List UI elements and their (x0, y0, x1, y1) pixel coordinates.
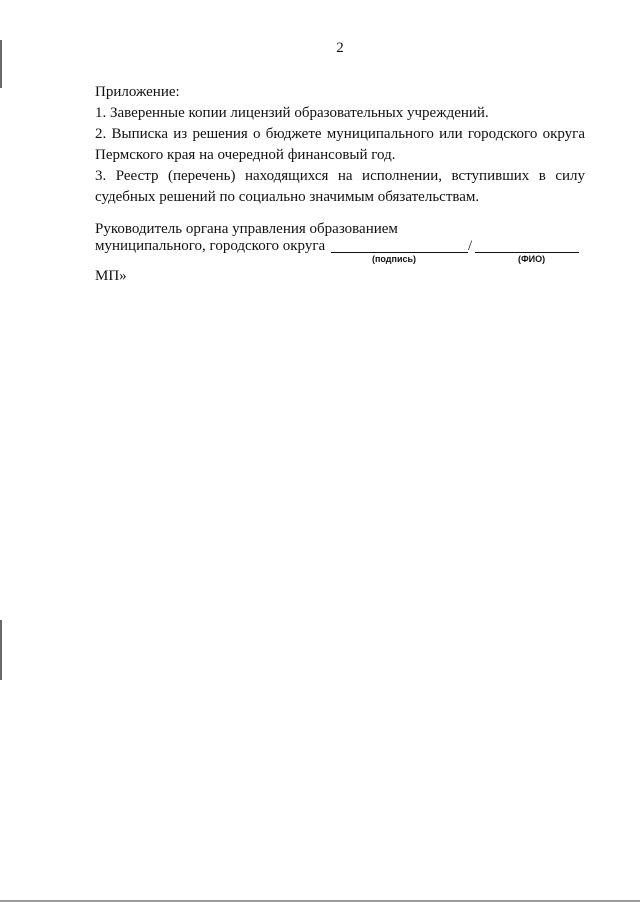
signature-field-line (95, 238, 585, 255)
signature-underline (331, 252, 468, 253)
stamp-placeholder: МП» (95, 268, 127, 284)
page-number: 2 (336, 40, 344, 56)
attachments-section (95, 82, 585, 208)
scan-bottom-edge (0, 900, 640, 902)
attachment-item-2-line-1: 2. Выписка из решения о бюджете муниципального или городского округа (95, 126, 585, 142)
attachment-item-3-line-1: 3. Реестр (перечень) находящихся на исполнении, вступивших в силу (95, 168, 585, 184)
signature-block (95, 221, 585, 255)
signatory-title: Руководитель органа управления образованием (95, 221, 398, 237)
attachment-item-3-line-2: судебных решений по социально значимым обязательствам. (95, 189, 480, 205)
signature-caption: (подпись) (372, 254, 417, 264)
scan-edge-mark (0, 620, 2, 680)
signature-title-line (95, 221, 585, 238)
name-caption: (ФИО) (518, 254, 546, 264)
signature-separator: / (468, 238, 473, 254)
attachment-item-2-line-2: Пермского края на очередной финансовый год. (95, 147, 396, 163)
name-underline (475, 252, 579, 253)
attachment-item-1: 1. Заверенные копии лицензий образовательных учреждений. (95, 105, 489, 121)
signatory-title-continued: муниципального, городского округа (95, 238, 326, 254)
attachments-heading: Приложение: (95, 84, 180, 100)
